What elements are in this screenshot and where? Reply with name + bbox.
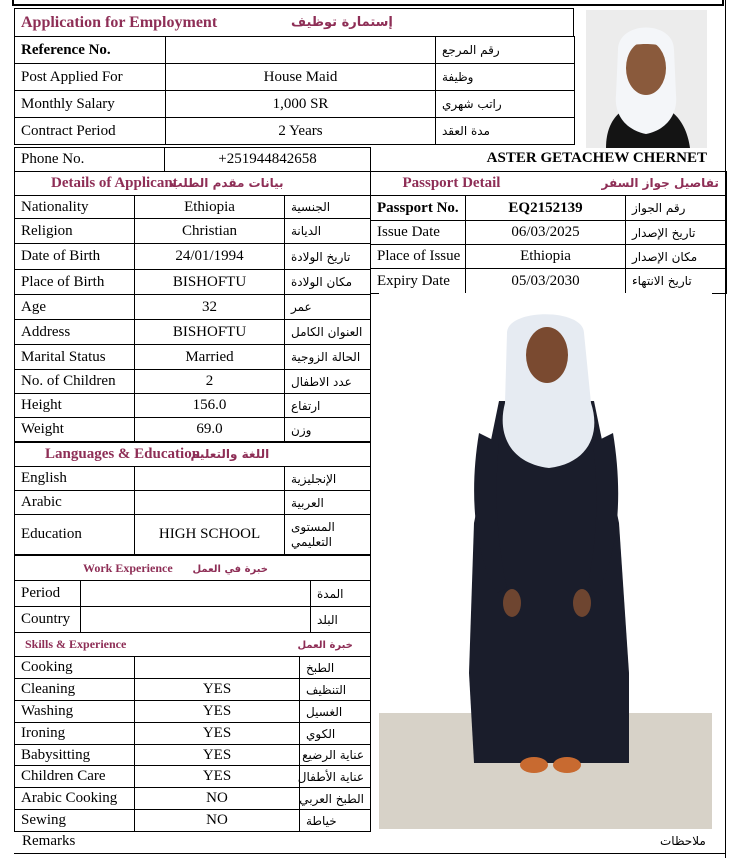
nationality-value: Ethiopia: [135, 196, 285, 219]
washing-label-ar: الغسيل: [300, 701, 371, 723]
marital-value: Married: [135, 345, 285, 370]
weight-value: 69.0: [135, 418, 285, 442]
country-label-ar: البلد: [311, 607, 371, 633]
table-row: [371, 245, 727, 269]
table-row: [371, 269, 727, 294]
dob-label-ar: تاريخ الولادة: [285, 244, 371, 270]
full-body-photo: [379, 293, 712, 829]
table-row: [15, 788, 371, 810]
headshot-illustration: [586, 10, 707, 148]
table-row: [15, 270, 371, 295]
table-row: [15, 657, 371, 679]
work-title-ar: خبرة في العمل: [311, 556, 371, 581]
table-row: [15, 679, 371, 701]
address-label: Address: [15, 320, 135, 345]
table-row: [15, 370, 371, 394]
passport-title: Passport Detail: [371, 172, 626, 196]
childcare-label: Children Care: [15, 766, 135, 788]
washing-label: Washing: [15, 701, 135, 723]
table-row: [15, 745, 371, 766]
contract-label: Contract Period: [15, 118, 166, 145]
languages-table: [14, 442, 371, 555]
english-label-ar: الإنجليزية: [285, 467, 371, 491]
cleaning-label-ar: التنظيف: [300, 679, 371, 701]
title-en: Application for Employment: [15, 9, 286, 37]
work-table: [14, 555, 371, 633]
issue-date-label-ar: تاريخ الإصدار: [626, 221, 727, 245]
age-label-ar: عمر: [285, 295, 371, 320]
full-body-illustration: [379, 293, 712, 829]
table-row: [15, 701, 371, 723]
contract-label-ar: مدة العقد: [436, 118, 575, 145]
ironing-label-ar: الكوي: [300, 723, 371, 745]
post-label: Post Applied For: [15, 64, 166, 91]
expiry-label: Expiry Date: [371, 269, 466, 294]
table-row: [15, 394, 371, 418]
nationality-label: Nationality: [15, 196, 135, 219]
table-row: [15, 810, 371, 832]
reference-label: Reference No.: [15, 37, 166, 64]
address-label-ar: العنوان الكامل: [285, 320, 371, 345]
post-value: House Maid: [166, 64, 436, 91]
period-value: [81, 581, 311, 607]
babysitting-label: Babysitting: [15, 745, 135, 766]
address-value: BISHOFTU: [135, 320, 285, 345]
dob-label: Date of Birth: [15, 244, 135, 270]
post-label-ar: وظيفة: [436, 64, 575, 91]
table-row: [15, 723, 371, 745]
nationality-label-ar: الجنسية: [285, 196, 371, 219]
table-row: [15, 64, 575, 91]
arabic-label: Arabic: [15, 491, 135, 515]
arabic-cooking-value: NO: [135, 788, 300, 810]
country-label: Country: [15, 607, 81, 633]
pob-value: BISHOFTU: [135, 270, 285, 295]
table-row: [15, 766, 371, 788]
dob-value: 24/01/1994: [135, 244, 285, 270]
remarks-label: Remarks: [22, 833, 76, 849]
arabic-cooking-label-ar: الطبخ العربي: [300, 788, 371, 810]
skills-title: Skills & Experience: [15, 633, 300, 657]
table-row: [15, 91, 575, 118]
washing-value: YES: [135, 701, 300, 723]
cooking-label-ar: الطبخ: [300, 657, 371, 679]
age-value: 32: [135, 295, 285, 320]
details-title: Details of Applicant: [15, 172, 285, 196]
height-label-ar: ارتفاع: [285, 394, 371, 418]
place-issue-label-ar: مكان الإصدار: [626, 245, 727, 269]
table-row: [15, 295, 371, 320]
education-label-ar: المستوى التعليمي: [285, 515, 371, 555]
age-label: Age: [15, 295, 135, 320]
height-value: 156.0: [135, 394, 285, 418]
cooking-value: [135, 657, 300, 679]
sewing-label: Sewing: [15, 810, 135, 832]
place-issue-label: Place of Issue: [371, 245, 466, 269]
expiry-label-ar: تاريخ الانتهاء: [626, 269, 727, 294]
sewing-value: NO: [135, 810, 300, 832]
table-row: [15, 491, 371, 515]
childcare-label-ar: عناية الأطفال: [300, 766, 371, 788]
languages-title: Languages & Education: [15, 443, 285, 467]
cleaning-value: YES: [135, 679, 300, 701]
skills-table: [14, 632, 371, 832]
details-table: [14, 171, 371, 442]
remarks-label-ar: ملاحظات: [660, 834, 706, 848]
table-row: [15, 418, 371, 442]
english-label: English: [15, 467, 135, 491]
salary-value: 1,000 SR: [166, 91, 436, 118]
phone-value: +251944842658: [165, 148, 371, 172]
table-row: [15, 467, 371, 491]
childcare-value: YES: [135, 766, 300, 788]
passport-title-ar: تفاصيل جواز السفر: [626, 172, 727, 196]
table-row: [15, 607, 371, 633]
languages-title-ar: اللغة والتعليم: [285, 443, 371, 467]
education-value: HIGH SCHOOL: [135, 515, 285, 555]
table-row: [15, 219, 371, 244]
period-label-ar: المدة: [311, 581, 371, 607]
sewing-label-ar: خياطة: [300, 810, 371, 832]
salary-label-ar: راتب شهري: [436, 91, 575, 118]
arabic-cooking-label: Arabic Cooking: [15, 788, 135, 810]
reference-value: [166, 37, 436, 64]
children-label: No. of Children: [15, 370, 135, 394]
passport-no-label-ar: رقم الجواز: [626, 196, 727, 221]
education-label: Education: [15, 515, 135, 555]
pob-label: Place of Birth: [15, 270, 135, 295]
table-row: [15, 118, 575, 145]
marital-label-ar: الحالة الزوجية: [285, 345, 371, 370]
ironing-value: YES: [135, 723, 300, 745]
skills-title-ar: خبرة العمل: [300, 633, 371, 657]
passport-no-label: Passport No.: [371, 196, 466, 221]
period-label: Period: [15, 581, 81, 607]
title-ar: إستمارة توظيف: [285, 9, 574, 37]
religion-label: Religion: [15, 219, 135, 244]
ironing-label: Ironing: [15, 723, 135, 745]
children-value: 2: [135, 370, 285, 394]
reference-label-ar: رقم المرجع: [436, 37, 575, 64]
job-info-table: [14, 36, 575, 145]
table-row: [15, 581, 371, 607]
issue-date-value: 06/03/2025: [466, 221, 626, 245]
salary-label: Monthly Salary: [15, 91, 166, 118]
outer-right-border: [725, 0, 726, 858]
cooking-label: Cooking: [15, 657, 135, 679]
phone-label: Phone No.: [15, 148, 165, 172]
bottom-border: [14, 853, 725, 854]
table-row: [15, 345, 371, 370]
passport-no-value: EQ2152139: [466, 196, 626, 221]
table-row: [15, 196, 371, 219]
phone-table: [14, 147, 371, 172]
expiry-value: 05/03/2030: [466, 269, 626, 294]
place-issue-value: Ethiopia: [466, 245, 626, 269]
table-row: [15, 320, 371, 345]
table-row: [15, 244, 371, 270]
contract-value: 2 Years: [166, 118, 436, 145]
arabic-label-ar: العربية: [285, 491, 371, 515]
weight-label: Weight: [15, 418, 135, 442]
country-value: [81, 607, 311, 633]
marital-label: Marital Status: [15, 345, 135, 370]
details-title-ar: بيانات مقدم الطلب: [285, 172, 371, 196]
headshot-photo: [586, 10, 707, 148]
issue-date-label: Issue Date: [371, 221, 466, 245]
applicant-name: ASTER GETACHEW CHERNET: [486, 150, 707, 166]
cleaning-label: Cleaning: [15, 679, 135, 701]
babysitting-label-ar: عناية الرضيع: [300, 745, 371, 766]
weight-label-ar: وزن: [285, 418, 371, 442]
work-title: Work Experience: [15, 556, 311, 581]
children-label-ar: عدد الاطفال: [285, 370, 371, 394]
table-row: [15, 515, 371, 555]
arabic-value: [135, 491, 285, 515]
english-value: [135, 467, 285, 491]
top-border: [12, 0, 724, 6]
passport-table: [370, 171, 727, 294]
table-row: [371, 221, 727, 245]
table-row: [15, 37, 575, 64]
height-label: Height: [15, 394, 135, 418]
pob-label-ar: مكان الولادة: [285, 270, 371, 295]
babysitting-value: YES: [135, 745, 300, 766]
religion-value: Christian: [135, 219, 285, 244]
header-table: [14, 8, 574, 37]
religion-label-ar: الديانة: [285, 219, 371, 244]
table-row: [371, 196, 727, 221]
